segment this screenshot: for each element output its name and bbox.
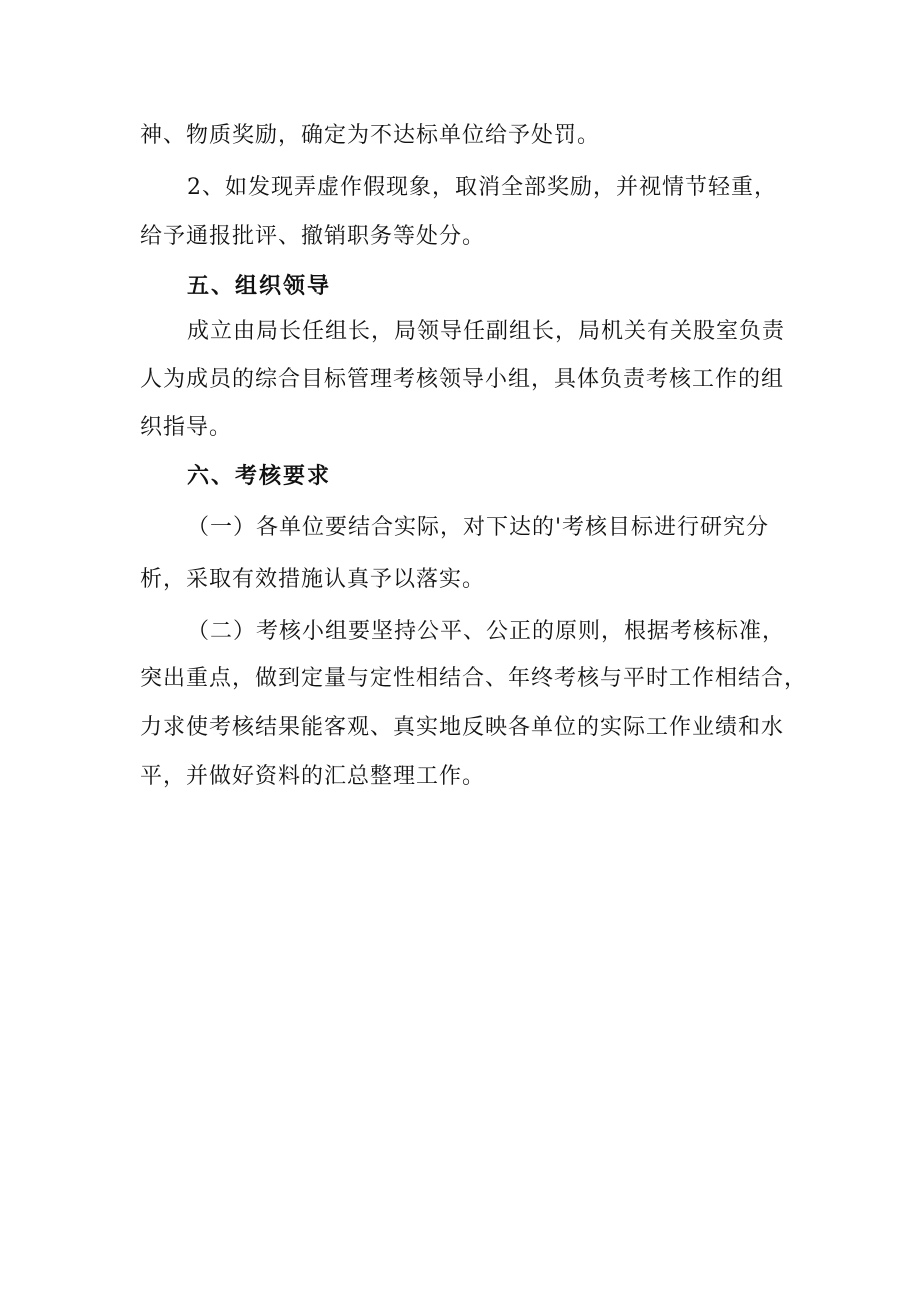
section-heading: 五、组织领导 (187, 273, 332, 299)
section-heading: 六、考核要求 (187, 463, 332, 489)
paragraph-line: 2、如发现弄虚作假现象，取消全部奖励，并视情节轻重， (187, 175, 777, 200)
paragraph-line: 平，并做好资料的汇总整理工作。 (140, 764, 486, 789)
paragraph-line: 力求使考核结果能客观、真实地反映各单位的实际工作业绩和水 (140, 715, 785, 740)
paragraph-line: 成立由局长任组长，局领导任副组长，局机关有关股室负责 (187, 319, 786, 344)
paragraph-line: 给予通报批评、撤销职务等处分。 (140, 224, 486, 249)
paragraph-line: （一）各单位要结合实际，对下达的'考核目标进行研究分 (187, 515, 770, 540)
paragraph-line: 神、物质奖励，确定为不达标单位给予处罚。 (140, 123, 601, 148)
paragraph-line: 人为成员的综合目标管理考核领导小组，具体负责考核工作的组 (140, 367, 785, 392)
paragraph-line: 析，采取有效措施认真予以落实。 (140, 567, 486, 592)
paragraph-line: 突出重点，做到定量与定性相结合、年终考核与平时工作相结合， (140, 666, 808, 691)
paragraph-line: （二）考核小组要坚持公平、公正的原则，根据考核标准， (187, 619, 786, 644)
paragraph-line: 织指导。 (140, 415, 233, 440)
